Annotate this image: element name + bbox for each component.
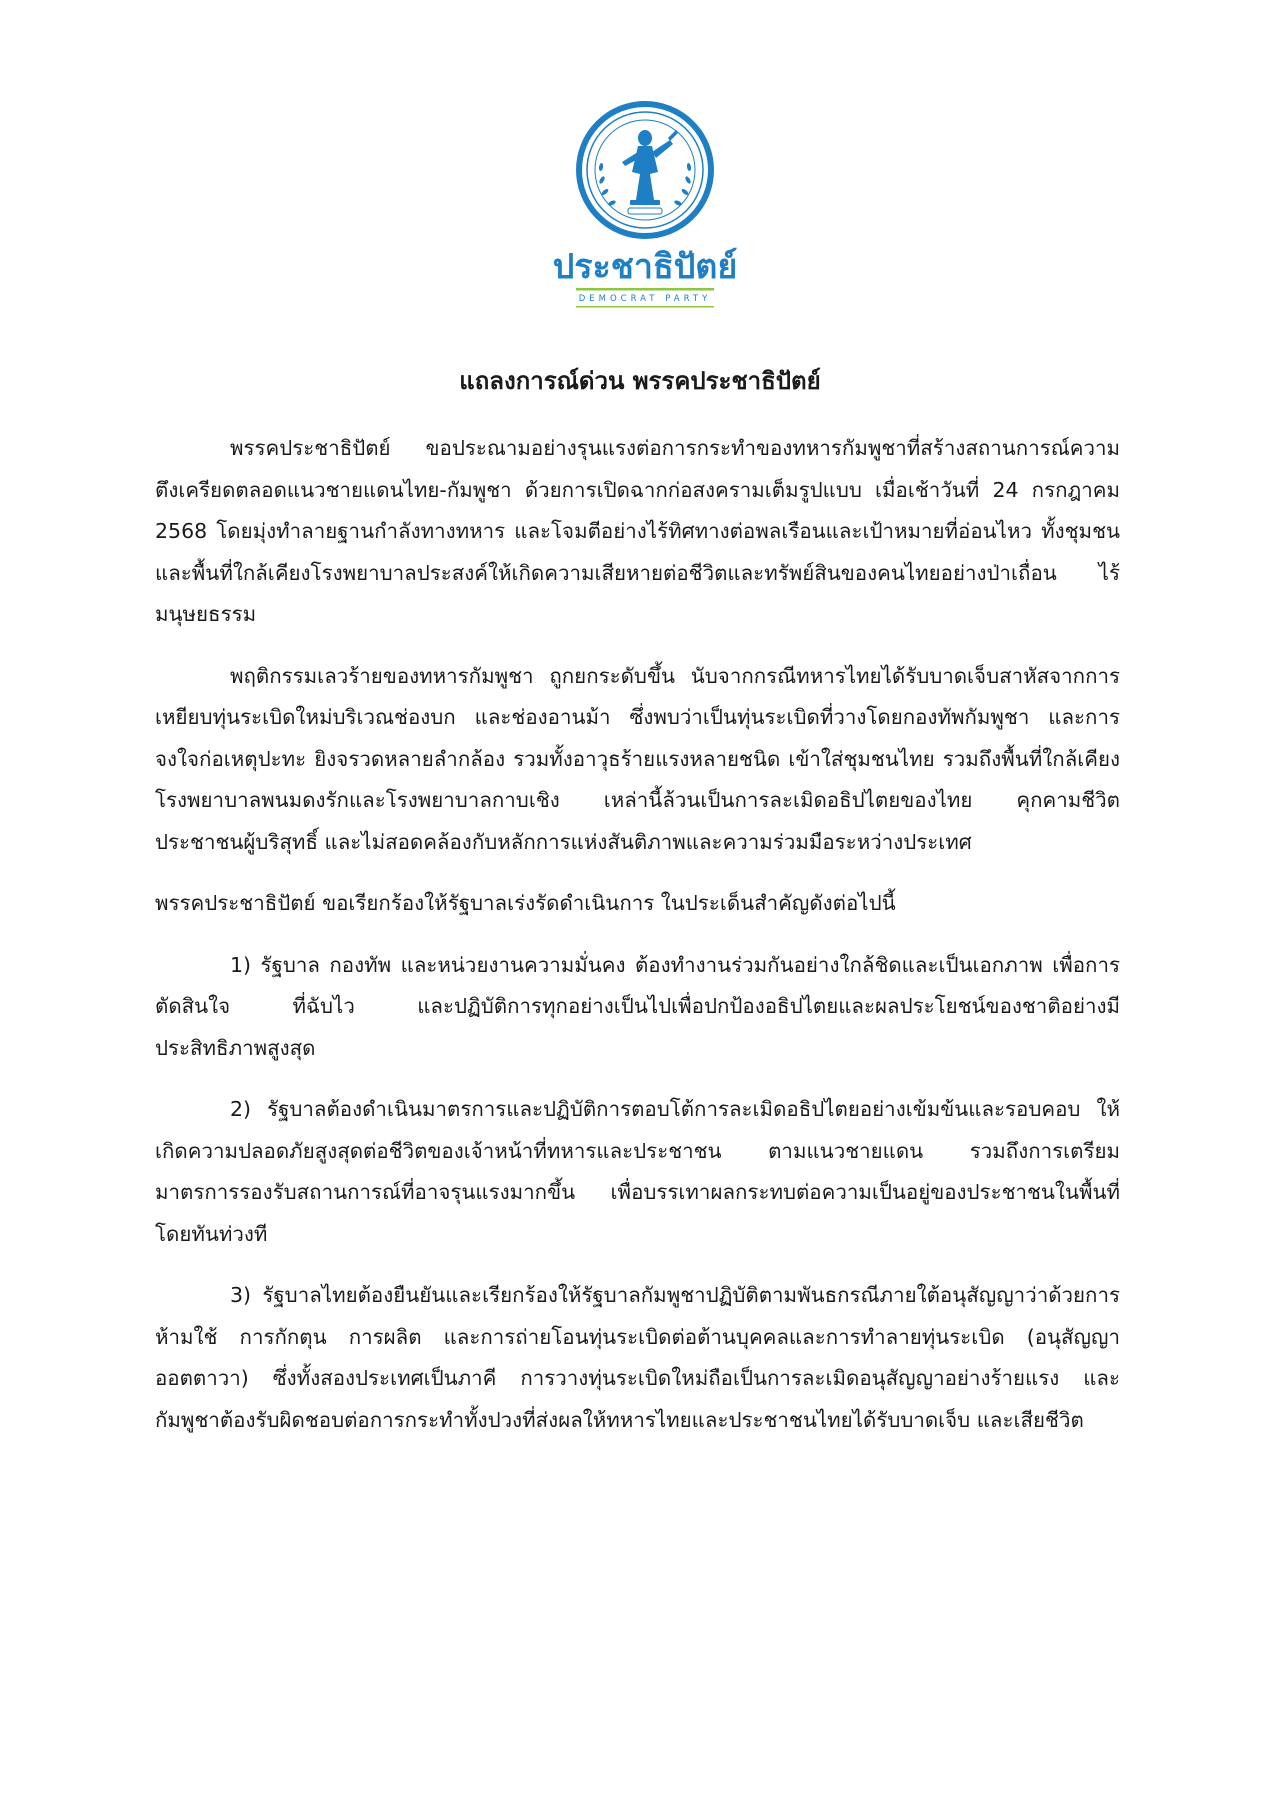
statement-title: แถลงการณ์ด่วน พรรคประชาธิปัตย์ (459, 367, 821, 395)
paragraph-demand-3: 3) รัฐบาลไทยต้องยืนยันและเรียกร้องให้รัฐบาลกัมพูชาปฏิบัติตามพันธกรณีภายใต้อนุสัญญาว่าด้วยการห้ามใช้ การกักตุน การผลิต และการถ่ายโอนทุ่นระเบิดต่อต้านบุคคลและการทำลายทุ่นระเบิด (อนุสัญญาออตตาวา) ซึ่งทั้งสองประเทศเป็นภาคี การวางทุ่นระเบิดใหม่ถือเป็นการละเมิดอนุสัญญาอย่างร้ายแรง และกัมพูชาต้องรับผิดชอบต่อการกระทำทั้งปวงที่ส่งผลให้ทหารไทยและประชาชนไทยได้รับบาดเจ็บ และเสียชีวิต (155, 1283, 1120, 1432)
paragraph-condemnation: พรรคประชาธิปัตย์ ขอประณามอย่างรุนแรงต่อการกระทำของทหารกัมพูชาที่สร้างสถานการณ์ความตึงเครียดตลอดแนวชายแดนไทย-กัมพูชา ด้วยการเปิดฉากก่อสงครามเต็มรูปแบบ เมื่อเช้าวันที่ 24 กรกฎาคม 2568 โดยมุ่งทำลายฐานกำลังทางทหาร และโจมตีอย่างไร้ทิศทางต่อพลเรือนและเป้าหมายที่อ่อนไหว ทั้งชุมชนและพื้นที่ใกล้เคียงโรงพยาบาลประสงค์ให้เกิดความเสียหายต่อชีวิตและทรัพย์สินของคนไทยอย่างป่าเถื่อน ไร้มนุษยธรรม (155, 436, 1120, 626)
paragraph-demand-1: 1) รัฐบาล กองทัพ และหน่วยงานความมั่นคง ต้องทำงานร่วมกันอย่างใกล้ชิดและเป็นเอกภาพ เพื่อการตัดสินใจ ที่ฉับไว และปฏิบัติการทุกอย่างเป็นไปเพื่อปกป้องอธิปไตยและผลประโยชน์ของชาติอย่างมีประสิทธิภาพสูงสุด (155, 952, 1120, 1060)
party-logo (550, 100, 740, 315)
logo-name-th: ประชาธิปัตย์ (552, 247, 738, 287)
paragraph-demand-2: 2) รัฐบาลต้องดำเนินมาตรการและปฏิบัติการตอบโต้การละเมิดอธิปไตยอย่างเข้มข้นและรอบคอบ ให้เกิดความปลอดภัยสูงสุดต่อชีวิตของเจ้าหน้าที่ทหารและประชาชน ตามแนวชายแดน รวมถึงการเตรียมมาตรการรองรับสถานการณ์ที่อาจรุนแรงมากขึ้น เพื่อบรรเทาผลกระทบต่อความเป็นอยู่ของประชาชนในพื้นที่โดยทันท่วงที (155, 1097, 1120, 1246)
paragraph-incidents: พฤติกรรมเลวร้ายของทหารกัมพูชา ถูกยกระดับขึ้น นับจากกรณีทหารไทยได้รับบาดเจ็บสาหัสจากการเหยียบทุ่นระเบิดใหม่บริเวณช่องบก และช่องอานม้า ซึ่งพบว่าเป็นทุ่นระเบิดที่วางโดยกองทัพกัมพูชา และการจงใจก่อเหตุปะทะ ยิงจรวดหลายลำกล้อง รวมทั้งอาวุธร้ายแรงหลายชนิด เข้าใส่ชุมชนไทย รวมถึงพื้นที่ใกล้เคียงโรงพยาบาลพนมดงรักและโรงพยาบาลกาบเชิง เหล่านี้ล้วนเป็นการละเมิดอธิปไตยของไทย คุกคามชีวิตประชาชนผู้บริสุทธิ์ และไม่สอดคล้องกับหลักการแห่งสันติภาพและความร่วมมือระหว่างประเทศ (155, 663, 1120, 854)
democrat-party-emblem (550, 100, 740, 315)
paragraph-demands-intro: พรรคประชาธิปัตย์ ขอเรียกร้องให้รัฐบาลเร่งรัดดำเนินการ ในประเด็นสำคัญดังต่อไปนี้ (155, 891, 896, 915)
statement-body (155, 428, 1120, 1461)
logo-name-en: DEMOCRAT PARTY (578, 294, 712, 304)
